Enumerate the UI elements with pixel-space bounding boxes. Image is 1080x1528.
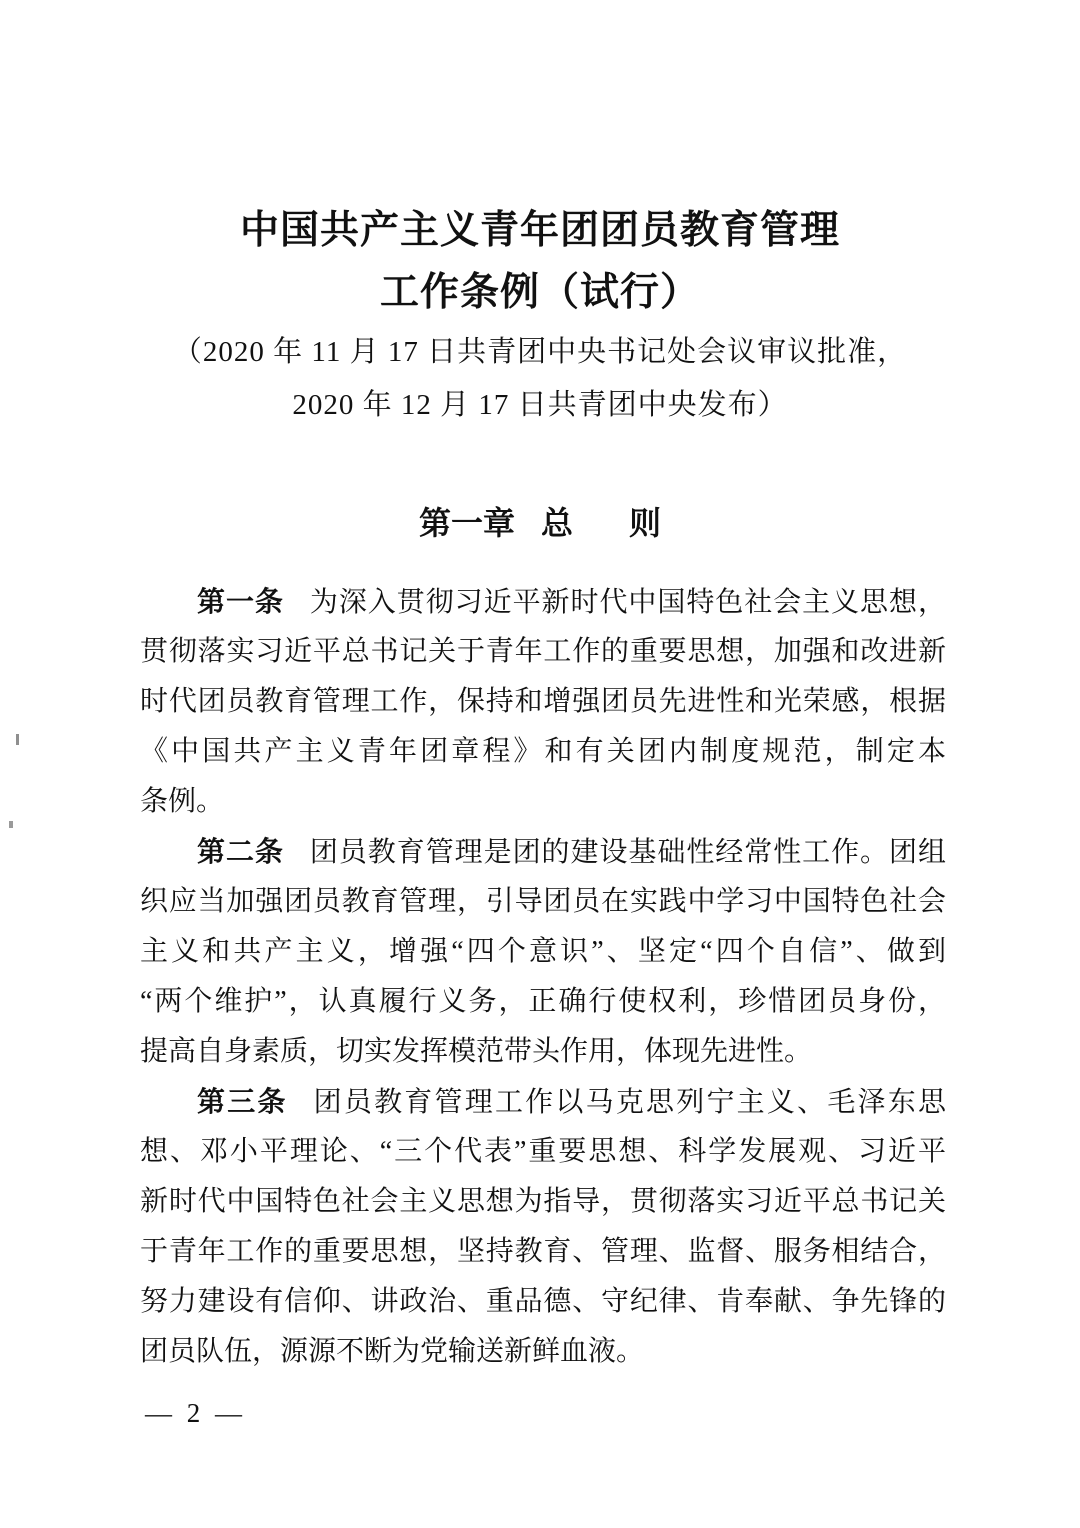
line-text: 团员教育管理工作以马克思列宁主义、毛泽东思	[313, 1087, 946, 1118]
line-text: 条例。	[140, 786, 225, 817]
article-1-line-3	[140, 677, 946, 727]
article-1-line-1	[140, 577, 946, 627]
article-2-label: 第二条	[197, 836, 284, 867]
line-text: 时代团员教育管理工作，保持和增强团员先进性和光荣感，根据	[140, 686, 946, 717]
article-3-line-1	[140, 1077, 946, 1127]
approval-line-1: （2020 年 11 月 17 日共青团中央书记处会议审议批准，	[172, 336, 908, 368]
page-number: — 2 —	[145, 1398, 246, 1428]
chapter-number: 第一章	[418, 505, 515, 541]
line-text: 团员教育管理是团的建设基础性经常性工作。团组	[309, 837, 946, 868]
line-text: 主义和共产主义，增强“四个意识”、坚定“四个自信”、做到	[140, 936, 946, 967]
chapter-title-word-2: 则	[629, 505, 662, 541]
article-1-line-5	[140, 777, 946, 827]
article-3-line-6	[140, 1327, 946, 1377]
article-3-label: 第三条	[197, 1086, 288, 1117]
scan-speck	[9, 821, 13, 828]
scan-speck	[16, 734, 19, 745]
article-1-label: 第一条	[197, 586, 284, 617]
title-line-1: 中国共产主义青年团团员教育管理	[239, 209, 840, 252]
line-text: 为深入贯彻习近平新时代中国特色社会主义思想，	[309, 587, 946, 618]
line-text: 织应当加强团员教育管理，引导团员在实践中学习中国特色社会	[140, 886, 946, 917]
article-2-line-1	[140, 827, 946, 877]
line-text: 新时代中国特色社会主义思想为指导，贯彻落实习近平总书记关	[140, 1186, 946, 1217]
line-text: 贯彻落实习近平总书记关于青年工作的重要思想，加强和改进新	[140, 636, 946, 667]
article-2-line-3	[140, 927, 946, 977]
approval-line-2: 2020 年 12 月 17 日共青团中央发布）	[292, 389, 788, 421]
article-3-line-3	[140, 1177, 946, 1227]
line-text: 团员队伍，源源不断为党输送新鲜血液。	[140, 1336, 645, 1367]
article-2-line-5	[140, 1027, 946, 1077]
document-title	[0, 200, 1080, 324]
chapter-title-word-1: 总	[540, 505, 573, 541]
article-2-line-2	[140, 877, 946, 927]
article-3-line-5	[140, 1277, 946, 1327]
approval-note	[0, 326, 1080, 432]
article-3-line-4	[140, 1227, 946, 1277]
line-text: 提高自身素质，切实发挥模范带头作用，体现先进性。	[140, 1036, 813, 1067]
article-3-line-2	[140, 1127, 946, 1177]
line-text: 想、邓小平理论、“三个代表”重要思想、科学发展观、习近平	[140, 1136, 946, 1167]
article-body	[140, 577, 946, 1377]
line-text: “两个维护”，认真履行义务，正确行使权利，珍惜团员身份，	[140, 986, 946, 1017]
line-text: 努力建设有信仰、讲政治、重品德、守纪律、肯奉献、争先锋的	[140, 1286, 946, 1317]
chapter-heading	[0, 498, 1080, 548]
article-2-line-4	[140, 977, 946, 1027]
article-1-line-2	[140, 627, 946, 677]
title-line-2: 工作条例（试行）	[379, 271, 700, 314]
article-1-line-4	[140, 727, 946, 777]
line-text: 于青年工作的重要思想，坚持教育、管理、监督、服务相结合，	[140, 1236, 946, 1267]
line-text: 《中国共产主义青年团章程》和有关团内制度规范，制定本	[140, 736, 946, 767]
